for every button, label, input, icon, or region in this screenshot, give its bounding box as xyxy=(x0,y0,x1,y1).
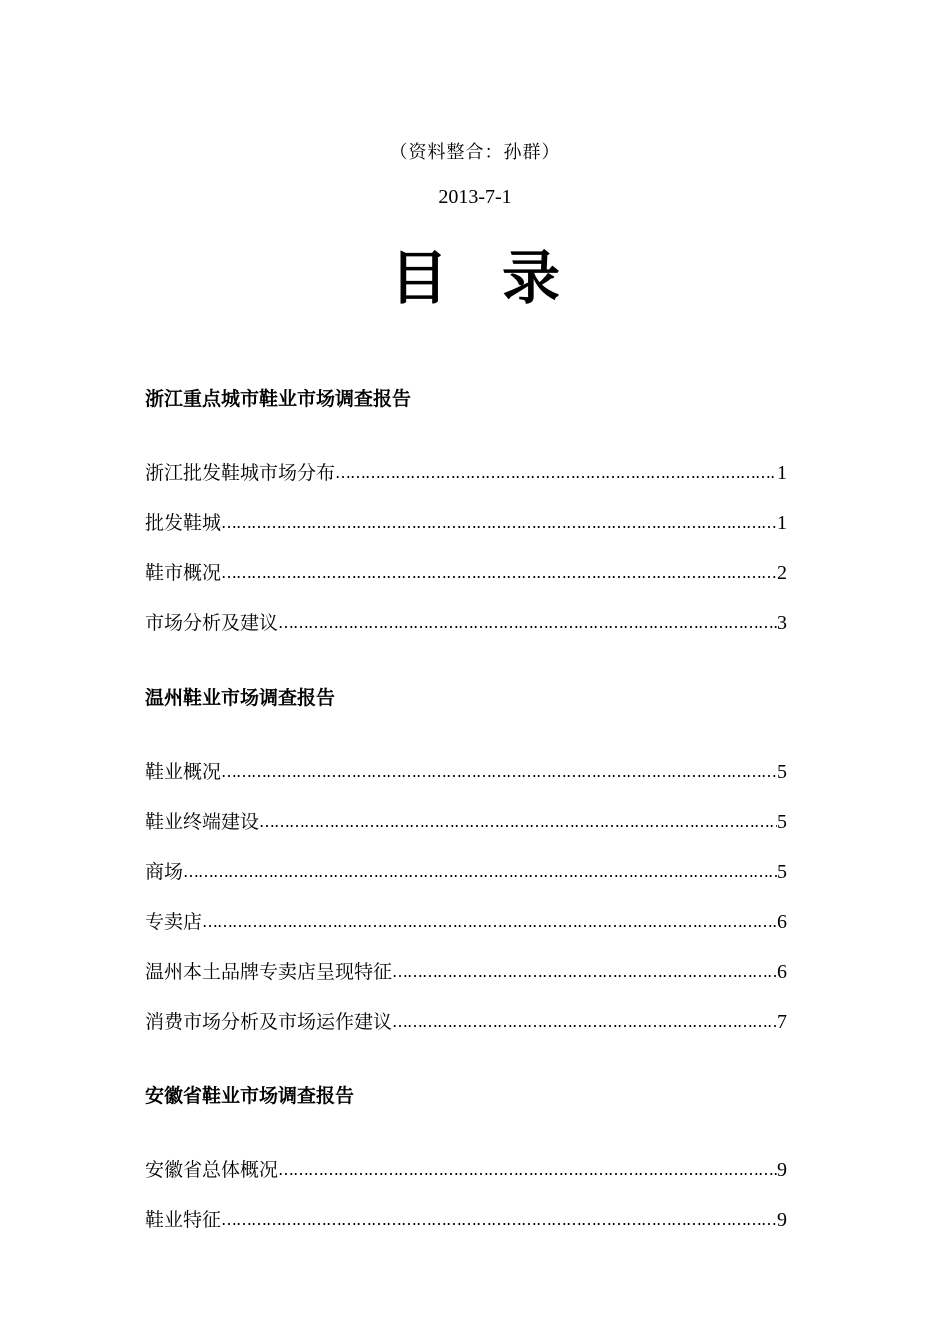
toc-entry-page: 2 xyxy=(777,562,787,584)
toc-entry-page: 3 xyxy=(777,612,787,634)
section-heading: 温州鞋业市场调查报告 xyxy=(145,687,336,709)
toc-entry[interactable] xyxy=(145,486,787,536)
toc-entry[interactable] xyxy=(145,735,787,785)
dot-leader xyxy=(335,460,777,486)
toc-entry[interactable] xyxy=(145,935,787,985)
toc-entry-page: 9 xyxy=(777,1209,787,1231)
toc-entry[interactable] xyxy=(145,536,787,586)
toc-entry-label: 专卖店 xyxy=(145,911,203,933)
compiler-note: （资料整合：孙群） xyxy=(389,142,561,163)
toc-entry-page: 7 xyxy=(777,1011,787,1033)
toc-entry-label: 温州本土品牌专卖店呈现特征 xyxy=(145,961,393,983)
dot-leader xyxy=(278,1157,777,1183)
dot-leader xyxy=(392,959,777,985)
toc-entry-page: 1 xyxy=(777,512,787,534)
toc-entry-label: 安徽省总体概况 xyxy=(145,1159,279,1181)
toc-entry-label: 鞋市概况 xyxy=(145,562,222,584)
toc-entry[interactable] xyxy=(145,436,787,486)
toc-entry[interactable] xyxy=(145,586,787,636)
dot-leader xyxy=(183,859,777,885)
toc-title xyxy=(0,240,950,316)
toc-entry[interactable] xyxy=(145,885,787,935)
toc-entry-page: 6 xyxy=(777,911,787,933)
dot-leader xyxy=(221,1207,777,1233)
section-heading: 安徽省鞋业市场调查报告 xyxy=(145,1085,355,1107)
toc-section-anhui xyxy=(145,1083,787,1233)
toc-section-wenzhou xyxy=(145,685,787,1035)
toc-entry-label: 消费市场分析及市场运作建议 xyxy=(145,1011,393,1033)
toc-entry-page: 6 xyxy=(777,961,787,983)
toc-entry[interactable] xyxy=(145,1133,787,1183)
dot-leader xyxy=(221,510,777,536)
toc-entry[interactable] xyxy=(145,985,787,1035)
dot-leader xyxy=(221,560,777,586)
toc-entry-page: 5 xyxy=(777,811,787,833)
toc-entry-label: 商场 xyxy=(145,861,184,883)
dot-leader xyxy=(221,759,777,785)
toc-entry-page: 1 xyxy=(777,462,787,484)
toc-entry-label: 批发鞋城 xyxy=(145,512,222,534)
dot-leader xyxy=(278,610,777,636)
section-heading: 浙江重点城市鞋业市场调查报告 xyxy=(145,388,412,410)
toc-entry-page: 9 xyxy=(777,1159,787,1181)
toc-entry-label: 鞋业终端建设 xyxy=(145,811,260,833)
toc-entry-label: 鞋业概况 xyxy=(145,761,222,783)
toc-entry-label: 鞋业特征 xyxy=(145,1209,222,1231)
dot-leader xyxy=(202,909,777,935)
toc-title-char-2: 录 xyxy=(502,244,561,312)
dot-leader xyxy=(259,809,777,835)
document-date: 2013-7-1 xyxy=(438,186,512,208)
toc-entry[interactable] xyxy=(145,835,787,885)
dot-leader xyxy=(392,1009,777,1035)
toc-entry-label: 浙江批发鞋城市场分布 xyxy=(145,462,336,484)
toc-entry-page: 5 xyxy=(777,761,787,783)
toc-entry-label: 市场分析及建议 xyxy=(145,612,279,634)
toc-entry[interactable] xyxy=(145,1183,787,1233)
toc-title-char-1: 目 xyxy=(389,244,448,312)
toc-section-zhejiang xyxy=(145,386,787,636)
toc-entry[interactable] xyxy=(145,785,787,835)
toc-entry-page: 5 xyxy=(777,861,787,883)
